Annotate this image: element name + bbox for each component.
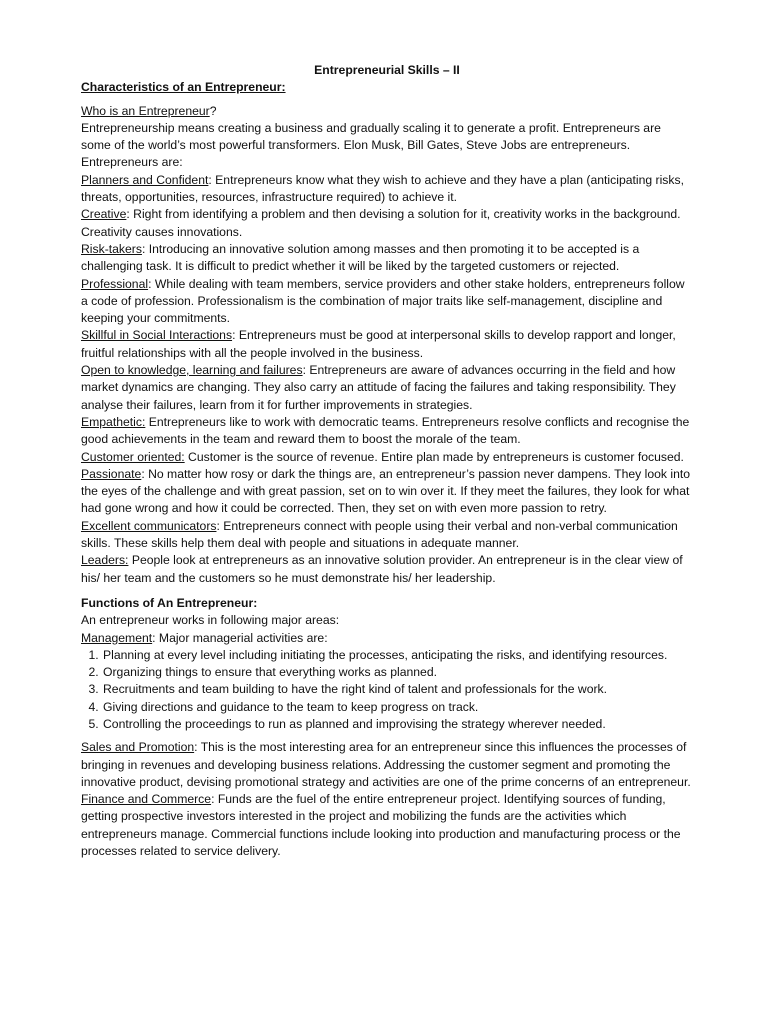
trait-text: : While dealing with team members, service providers and other stake holders, entrepreneurs follow a code of profession. Professionalism is the combination of major traits like self-management, discipline and keeping your commitments. [81, 276, 685, 326]
trait-text: : Entrepreneurs are aware of advances occurring in the field and how market dynamics are changing. They also carry an attitude of facing the failures and taking responsibility. They analyse their failures, learn from it for further improvements in strategies. [81, 363, 676, 412]
functions-intro: An entrepreneur works in following major areas: [81, 613, 340, 628]
management-term: Management [81, 630, 153, 645]
trait-term: Leaders: [81, 553, 129, 568]
management-list [81, 647, 693, 733]
trait-paragraph [81, 362, 693, 414]
trait-paragraph [81, 206, 693, 241]
trait-text: : No matter how rosy or dark the things are, an entrepreneur’s passion never dampens. They look into the eyes of the challenge and with great passion, set on to win over it. If they meet the failures, they look for what had gone wrong and how it could be corrected. Then, they set on with even more passion to retry. [81, 466, 691, 516]
trait-paragraph [81, 518, 693, 553]
who-question [81, 103, 693, 120]
trait-text: Entrepreneurs like to work with democratic teams. Entrepreneurs resolve conflicts and recognise the good achievements in the team and reward them to boost the morale of the team. [81, 414, 690, 447]
trait-text: : Entrepreneurs know what they wish to achieve and they have a plan (anticipating risks, threats, opportunities, resources, infrastructure required) to achieve it. [81, 172, 684, 205]
list-item: 4. Giving directions and guidance to the team to keep progress on track. [102, 699, 693, 716]
trait-paragraph [81, 241, 693, 276]
management-text: : Major managerial activities are: [152, 630, 328, 645]
trait-text: Customer is the source of revenue. Entire plan made by entrepreneurs is customer focused. [184, 449, 684, 464]
area-term: Finance and Commerce [81, 792, 212, 807]
list-item: 1. Planning at every level including initiating the processes, anticipating the risks, and identifying resources. [102, 647, 693, 664]
management-line [81, 630, 693, 647]
list-item: 3. Recruitments and team building to have the right kind of talent and professionals for the work. [102, 681, 693, 698]
who-question-mark: ? [209, 103, 217, 118]
area-text: : Funds are the fuel of the entire entrepreneur project. Identifying sources of funding, getting prospective investors interested in the project and mobilizing the funds are the activities which entrepreneurs manage. Commercial functions include looking into production and manufacturing process or the processes related to service delivery. [81, 792, 681, 859]
trait-paragraph [81, 466, 693, 518]
area-paragraph [81, 791, 693, 860]
area-term: Sales and Promotion [81, 740, 195, 755]
trait-term: Excellent communicators [81, 518, 217, 533]
list-item: 2. Organizing things to ensure that everything works as planned. [102, 664, 693, 681]
intro-paragraph: Entrepreneurship means creating a business and gradually scaling it to generate a profit. Entrepreneurs are some of the world’s most powerful transformers. Elon Musk, Bill Gates, Steve Jobs are entrepreneurs. [81, 120, 661, 153]
entrepreneurs-are-line: Entrepreneurs are: [81, 155, 183, 170]
page-title: Entrepreneurial Skills – II [314, 63, 460, 77]
trait-text: People look at entrepreneurs as an innovative solution provider. An entrepreneur is in the clear view of his/ her team and the customers so he must demonstrate his/ her leadership. [81, 553, 683, 585]
trait-paragraph [81, 552, 693, 587]
trait-paragraph [81, 327, 693, 362]
area-text: : This is the most interesting area for an entrepreneur since this influences the processes of bringing in revenues and developing business relations. Addressing the customer segment and promoting the innovative product, devising promotional strategy and activities are one of the prime concerns of an entrepreneur. [81, 740, 691, 789]
trait-text: : Entrepreneurs must be good at interpersonal skills to develop rapport and longer, fruitful relationships with all the people involved in the business. [81, 328, 676, 360]
trait-text: : Entrepreneurs connect with people using their verbal and non-verbal communication skills. These skills help them deal with people and situations in adequate manner. [81, 518, 678, 551]
trait-paragraph [81, 172, 693, 207]
who-term: Who is an Entrepreneur [81, 103, 210, 118]
trait-paragraph [81, 449, 693, 466]
trait-term: Professional [81, 276, 149, 291]
trait-term: Customer oriented: [81, 449, 185, 464]
trait-term: Creative [81, 207, 127, 222]
trait-term: Skillful in Social Interactions [81, 328, 233, 343]
trait-paragraph [81, 414, 693, 449]
functions-heading: Functions of An Entrepreneur: [81, 595, 258, 610]
area-paragraph [81, 739, 693, 791]
trait-text: : Introducing an innovative solution among masses and then promoting it to be accepted is a challenging task. It is difficult to predict whether it will be liked by the targeted customers or rejected. [81, 241, 640, 274]
list-item: 5. Controlling the proceedings to run as planned and improvising the strategy wherever needed. [102, 716, 693, 733]
trait-term: Open to knowledge, learning and failures [81, 363, 303, 378]
trait-term: Planners and Confident [81, 172, 209, 187]
trait-paragraph [81, 276, 693, 328]
document-page [81, 62, 693, 860]
trait-term: Passionate [81, 466, 142, 481]
characteristics-heading: Characteristics of an Entrepreneur: [81, 80, 286, 95]
trait-text: : Right from identifying a problem and then devising a solution for it, creativity works in the background. Creativity causes innovations. [81, 207, 681, 239]
trait-term: Empathetic: [81, 414, 146, 429]
trait-term: Risk-takers [81, 241, 142, 256]
